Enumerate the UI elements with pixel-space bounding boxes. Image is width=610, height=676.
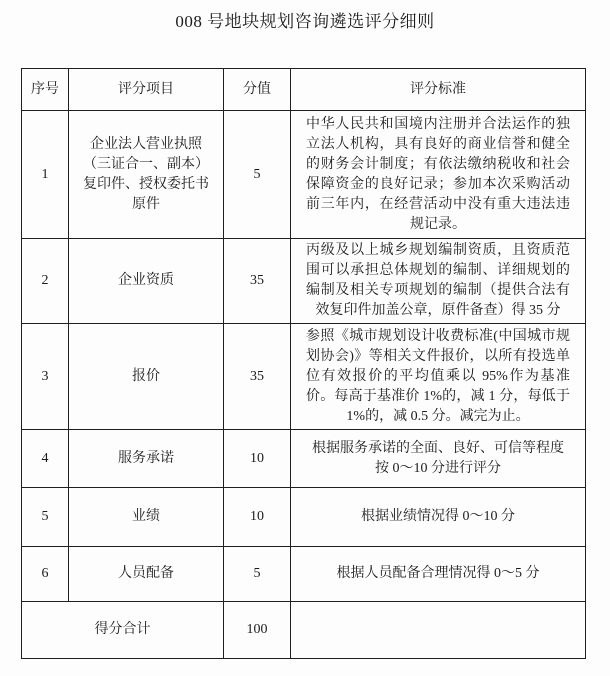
row-score: 35 [224,239,291,324]
total-row [22,602,586,659]
row-item: 企业法人营业执照（三证合一、副本）复印件、授权委托书原件 [69,111,224,239]
column-header-seq: 序号 [22,69,69,111]
table-row [22,547,586,602]
total-score: 100 [224,602,291,659]
table-row [22,488,586,547]
row-standard: 根据服务承诺的全面、良好、可信等程度按 0～10 分进行评分 [291,430,586,488]
total-standard [291,602,586,659]
scoring-table [21,68,586,659]
row-seq: 4 [22,430,69,488]
table-row [22,324,586,430]
row-item: 人员配备 [69,547,224,602]
column-header-score: 分值 [224,69,291,111]
row-standard: 根据人员配备合理情况得 0～5 分 [291,547,586,602]
row-score: 35 [224,324,291,430]
row-seq: 1 [22,111,69,239]
row-standard: 中华人民共和国境内注册并合法运作的独立法人机构，具有良好的商业信誉和健全的财务会计制度；有依法缴纳税收和社会保障资金的良好记录；参加本次采购活动前三年内，在经营活动中没有重大违法违规记录。 [291,111,586,239]
table-row [22,111,586,239]
table-row [22,430,586,488]
row-item: 企业资质 [69,239,224,324]
row-score: 10 [224,430,291,488]
row-standard: 根据业绩情况得 0～10 分 [291,488,586,547]
total-label: 得分合计 [22,602,224,659]
row-item: 报价 [69,324,224,430]
row-score: 5 [224,111,291,239]
table-row [22,239,586,324]
row-seq: 2 [22,239,69,324]
header-row [22,69,586,111]
document-page [0,10,610,676]
row-item: 服务承诺 [69,430,224,488]
page-title: 008 号地块规划咨询遴选评分细则 [175,12,435,31]
row-item: 业绩 [69,488,224,547]
row-seq: 6 [22,547,69,602]
row-standard: 丙级及以上城乡规划编制资质，且资质范围可以承担总体规划的编制、详细规划的编制及相关专项规划的编制（提供合法有效复印件加盖公章，原件备查）得 35 分 [291,239,586,324]
column-header-item: 评分项目 [69,69,224,111]
row-seq: 5 [22,488,69,547]
row-score: 10 [224,488,291,547]
column-header-standard: 评分标准 [291,69,586,111]
row-standard: 参照《城市规划设计收费标准(中国城市规划协会)》等相关文件报价，以所有投选单位有效报价的平均值乘以 95%作为基准价。每高于基准价 1%的，减 1 分，每低于 1%的，减 0.5 分。减完为止。 [291,324,586,430]
row-seq: 3 [22,324,69,430]
row-score: 5 [224,547,291,602]
